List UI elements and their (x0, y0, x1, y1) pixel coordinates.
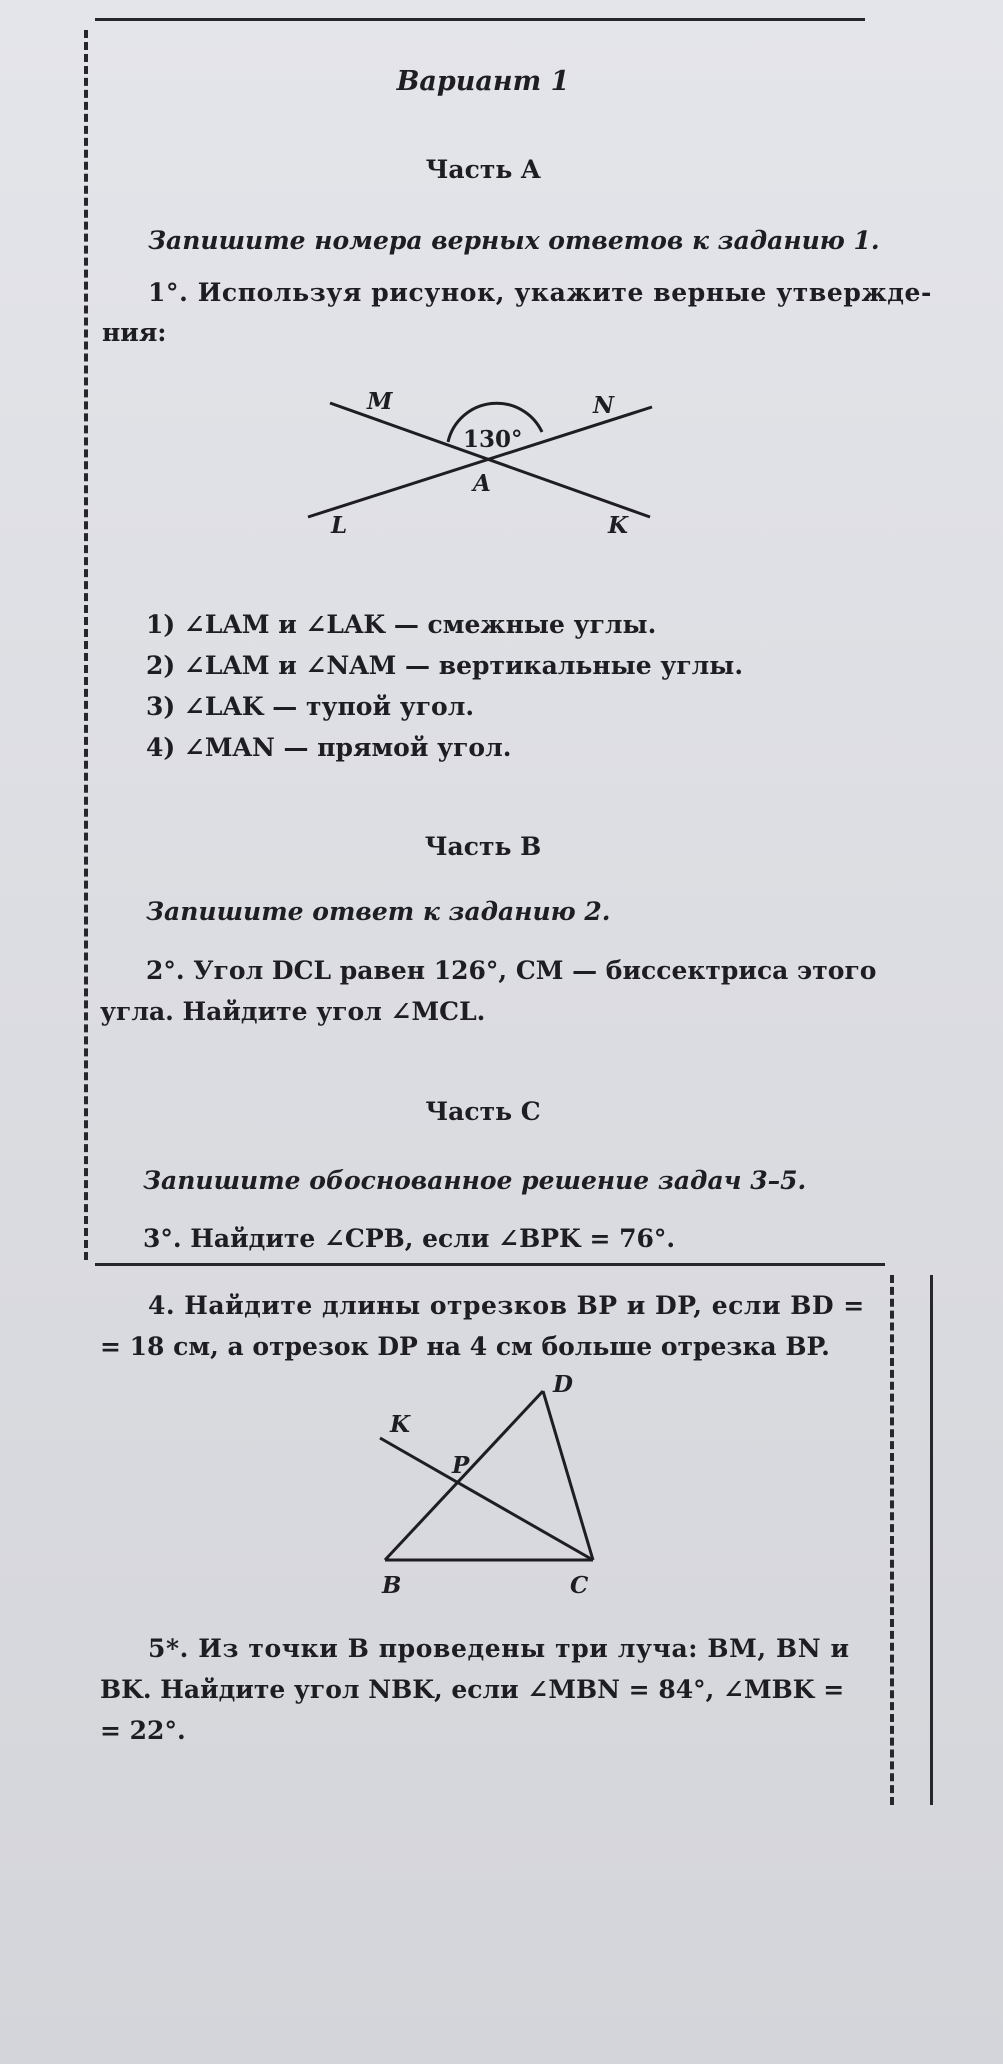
label-k: K (608, 512, 628, 539)
part-c-title: Часть C (425, 1097, 541, 1126)
option-3: 3) ∠LAK — тупой угол. (146, 692, 475, 721)
task4-text-line2: = 18 см, а отрезок DP на 4 см больше отрезка BP. (100, 1332, 830, 1361)
label-angle-130: 130° (463, 426, 523, 453)
task4-text-line1: 4. Найдите длины отрезков BP и DP, если BD = (148, 1291, 865, 1320)
cut-line-left (84, 30, 88, 1260)
task3-text: 3°. Найдите ∠CPB, если ∠BPK = 76°. (143, 1224, 676, 1253)
top-rule (95, 18, 865, 21)
label-n: N (593, 392, 615, 419)
part-a-instruction: Запишите номера верных ответов к заданию 1. (148, 226, 880, 255)
label-l: L (331, 512, 348, 539)
label-d: D (553, 1371, 573, 1398)
label-k: K (390, 1411, 410, 1438)
part-c-instruction: Запишите обоснованное решение задач 3–5. (143, 1166, 807, 1195)
option-4: 4) ∠MAN — прямой угол. (146, 733, 512, 762)
part-b-title: Часть B (424, 832, 542, 861)
label-m: M (367, 388, 393, 415)
task1-text-line2: ния: (102, 318, 167, 347)
option-2: 2) ∠LAM и ∠NAM — вертикальные углы. (146, 651, 744, 680)
cut-line-right (890, 1275, 894, 1805)
part-a-title: Часть A (425, 155, 541, 184)
task5-text-line3: = 22°. (100, 1716, 186, 1745)
task2-text-line1: 2°. Угол DCL равен 126°, CM — биссектриса этого (146, 956, 877, 985)
task5-text-line2: BK. Найдите угол NBK, если ∠MBN = 84°, ∠MBK = (100, 1675, 845, 1704)
task2-text-line2: угла. Найдите угол ∠MCL. (100, 997, 486, 1026)
label-b: B (382, 1572, 402, 1599)
option-1: 1) ∠LAM и ∠LAK — смежные углы. (146, 610, 657, 639)
figure-intersecting-lines (290, 385, 670, 545)
middle-rule (95, 1263, 885, 1266)
page-edge-right (930, 1275, 933, 1805)
task1-text-line1: 1°. Используя рисунок, укажите верные утвержде- (148, 278, 933, 307)
task5-text-line1: 5*. Из точки B проведены три луча: BM, BN и (148, 1634, 850, 1663)
part-b-instruction: Запишите ответ к заданию 2. (146, 897, 611, 926)
label-p: P (452, 1452, 470, 1479)
figure-triangle (360, 1370, 620, 1600)
label-c: C (570, 1572, 589, 1599)
variant-title: Вариант 1 (396, 66, 570, 97)
label-a: A (473, 470, 491, 497)
